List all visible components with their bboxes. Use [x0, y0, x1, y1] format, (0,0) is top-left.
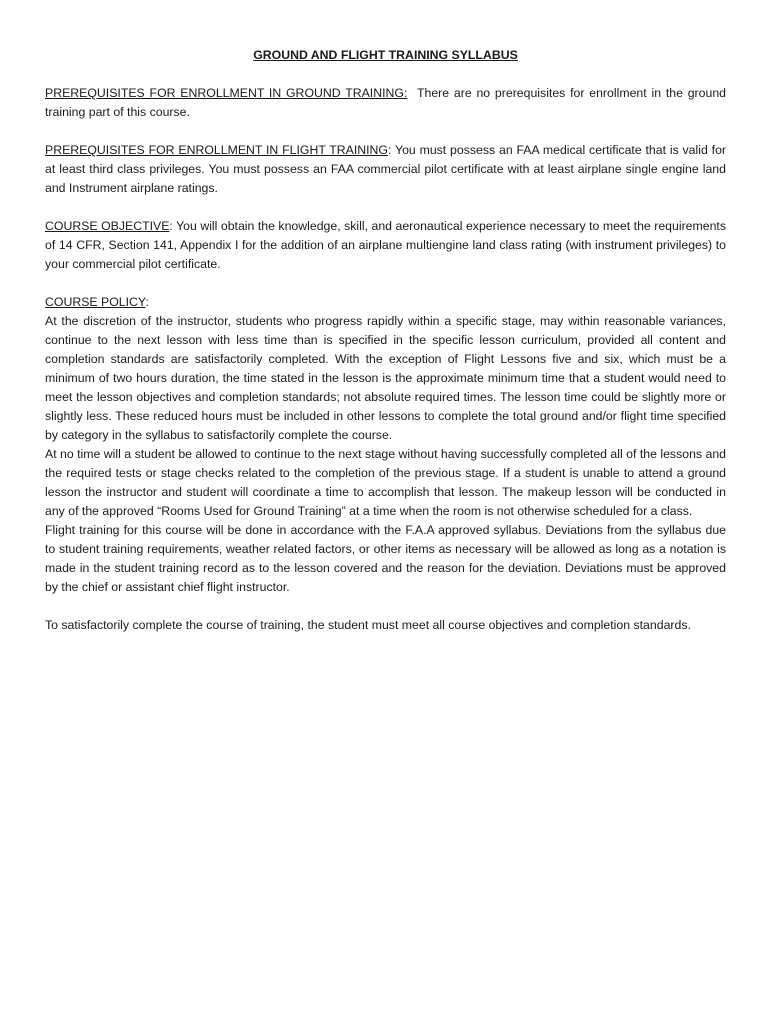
course-objective-label: COURSE OBJECTIVE	[45, 219, 170, 233]
flight-prerequisites-label: PREREQUISITES FOR ENROLLMENT IN FLIGHT TRAINING	[45, 143, 388, 157]
document-page	[45, 46, 726, 654]
flight-prerequisites-paragraph	[45, 141, 726, 198]
ground-prerequisites-paragraph	[45, 84, 726, 122]
page-title: GROUND AND FLIGHT TRAINING SYLLABUS	[253, 48, 518, 62]
course-policy-paragraph-2: At no time will a student be allowed to continue to the next stage without having successfully completed all of the lessons and the required tests or stage checks related to the completion of the previous stage. If a student is unable to attend a ground lesson the instructor and student will coordinate a time to accomplish that lesson. The makeup lesson will be conducted in any of the approved “Rooms Used for Ground Training” at a time when the room is not otherwise scheduled for a class.	[45, 447, 726, 518]
course-policy-label: COURSE POLICY	[45, 295, 146, 309]
closing-paragraph: To satisfactorily complete the course of training, the student must meet all course objectives and completion standards.	[45, 618, 691, 632]
course-policy-colon: :	[145, 295, 149, 309]
course-objective-paragraph	[45, 217, 726, 274]
course-objective-text: : You will obtain the knowledge, skill, and aeronautical experience necessary to meet the requirements of 14 CFR, Section 141, Appendix I for the addition of an airplane multiengine land class rating (with instrument privileges) to your commercial pilot certificate.	[45, 219, 726, 271]
course-policy-paragraph-1: At the discretion of the instructor, students who progress rapidly within a specific stage, may within reasonable variances, continue to the next lesson with less time than is specified in the specific lesson curriculum, provided all content and completion standards are satisfactorily completed. With the exception of Flight Lessons five and six, which must be a minimum of two hours duration, the time stated in the lesson is the approximate minimum time that a student would need to meet the lesson objectives and completion standards; not absolute required times. The lesson time could be slightly more or slightly less. These reduced hours must be included in other lessons to complete the total ground and/or flight time specified by category in the syllabus to satisfactorily complete the course.	[45, 314, 726, 442]
course-policy-heading	[45, 293, 726, 312]
flight-prerequisites-text: : You must possess an FAA medical certificate that is valid for at least third class privileges. You must possess an FAA commercial pilot certificate with at least airplane single engine land and Instrument airplane ratings.	[45, 143, 726, 195]
ground-prerequisites-label: PREREQUISITES FOR ENROLLMENT IN GROUND TRAINING:	[45, 86, 408, 100]
ground-prerequisites-text: There are no prerequisites for enrollment in the ground training part of this course.	[45, 86, 726, 119]
course-policy-paragraph-3: Flight training for this course will be done in accordance with the F.A.A approved syllabus. Deviations from the syllabus due to student training requirements, weather related factors, or other items as necessary will be allowed as long as a notation is made in the student training record as to the lesson covered and the reason for the deviation. Deviations must be approved by the chief or assistant chief flight instructor.	[45, 523, 726, 594]
